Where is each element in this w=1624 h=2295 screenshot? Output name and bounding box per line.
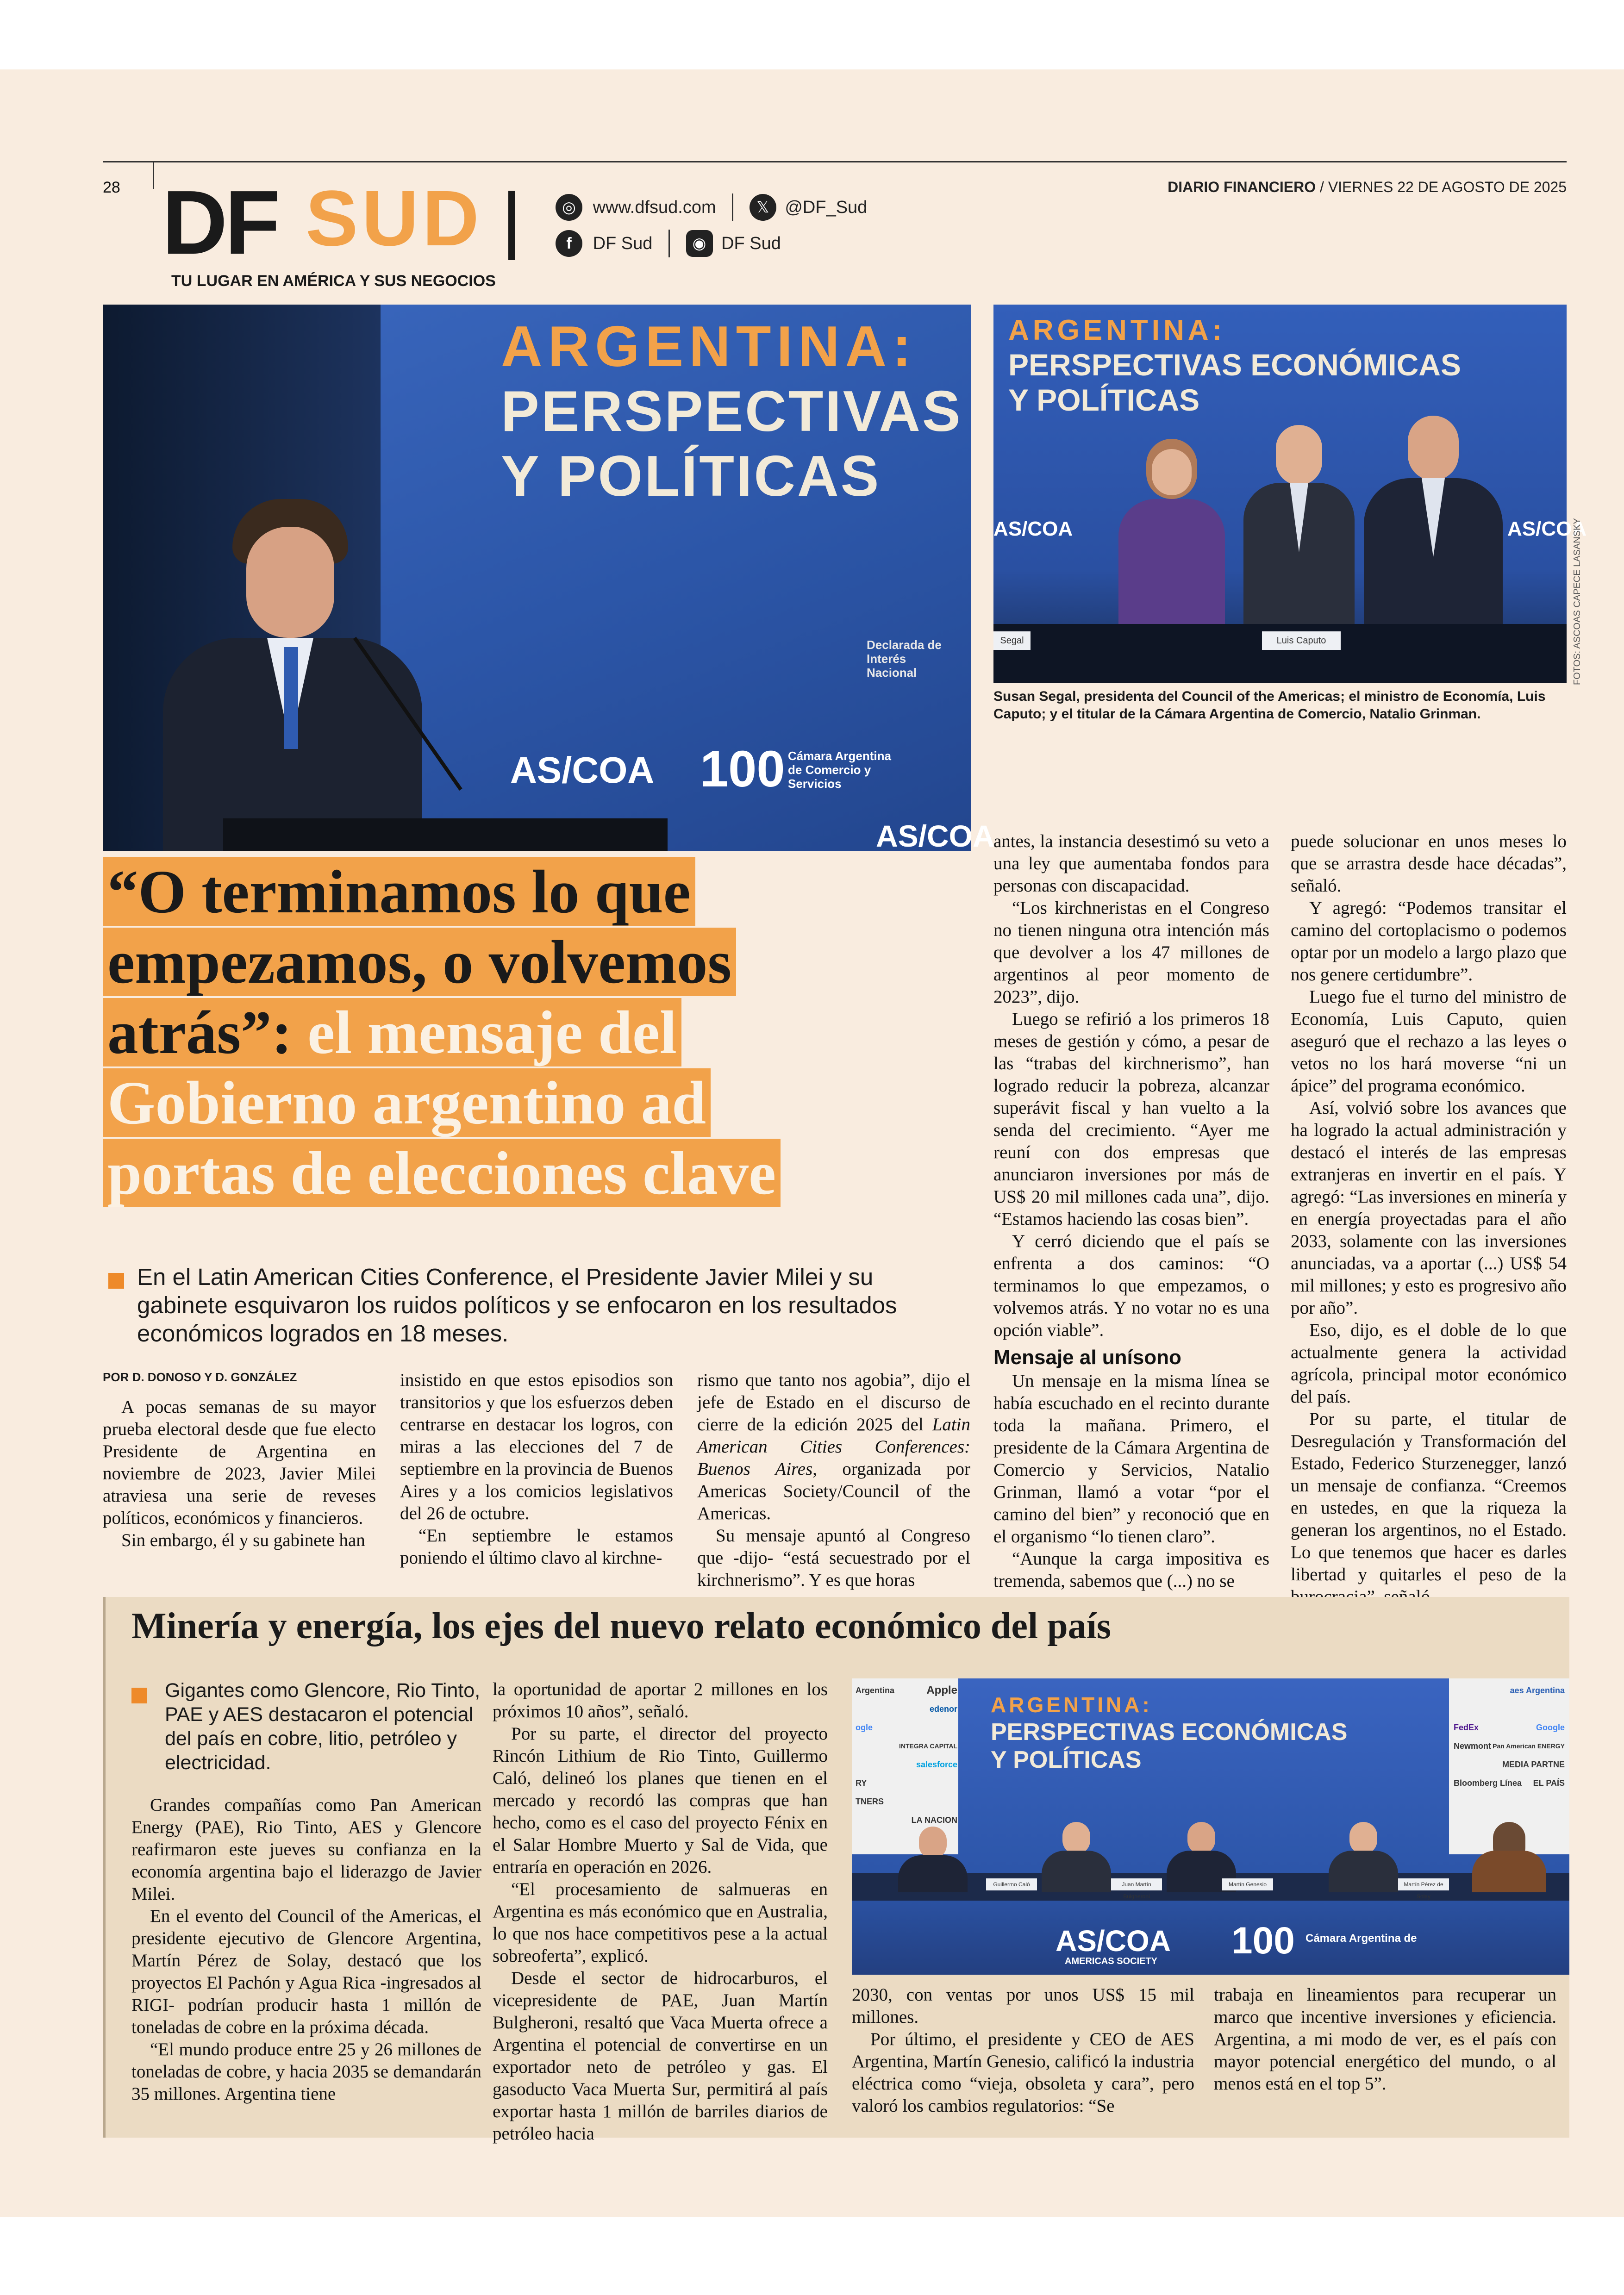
box-nameplate-1: Guillermo Caló bbox=[986, 1878, 1037, 1890]
article-col5-p3: Luego fue el turno del ministro de Economía, Luis Caputo, quien aseguró que el rechazo a las leyes o vetos no los hará moverse “ni un ápice” del programa económico. bbox=[1291, 987, 1567, 1096]
box-col1-p3: “El mundo produce entre 25 y 26 millones de toneladas de cobre, y hacia 2035 se demandarán 35 millones. Argentina tiene bbox=[131, 2039, 481, 2104]
sponsor-edenor: edenor bbox=[929, 1704, 957, 1714]
box-col2-p4: Desde el sector de hidrocarburos, el vicepresidente de PAE, Juan Martín Bulgheroni, resaltó que Vaca Muerta ofrece a Argentina el potencial de convertirse en un exportador neto de petróleo y gas. El gasoducto Vaca Muerta Sur, permitirá al país exportar hasta 1 millón de barriles diarios de petróleo hacia bbox=[493, 1968, 828, 2144]
logo-sud: SUD bbox=[306, 175, 483, 262]
x-handle-link[interactable]: @DF_Sud bbox=[785, 197, 868, 217]
facebook-icon: f bbox=[556, 230, 582, 257]
article-subhead: Mensaje al unísono bbox=[993, 1346, 1181, 1369]
box-ascoa-sub: AMERICAS SOCIETY bbox=[1065, 1956, 1158, 1966]
main-camara-label: Cámara Argentina de Comercio y Servicios bbox=[788, 749, 891, 791]
box-title: Minería y energía, los ejes del nuevo relato económico del país bbox=[131, 1606, 1111, 1646]
box-col3-p2: Por último, el presidente y CEO de AES Argentina, Martín Genesio, calificó la industria eléctrica como “vieja, obsoleta y cara”, pero valoró los cambios regulatorios: “Se bbox=[852, 2029, 1194, 2116]
panelist-1 bbox=[898, 1827, 968, 1891]
box-col3 bbox=[852, 1984, 1194, 2117]
article-col4-p2: “Los kirchneristas en el Congreso no tienen ninguna otra intención más que devolver a los 47 millones de argentinos al peor momento de 2023”, dijo. bbox=[993, 898, 1269, 1007]
main-banner-line2: PERSPECTIVAS bbox=[501, 380, 962, 443]
box-col2-p1: la oportunidad de aportar 2 millones en los próximos 10 años”, señaló. bbox=[493, 1679, 828, 1721]
box-col4 bbox=[1214, 1984, 1556, 2095]
sponsors-left bbox=[856, 1681, 957, 1829]
sponsor-bloomberg: Bloomberg Línea bbox=[1454, 1778, 1522, 1788]
sponsor-elpais: EL PAÍS bbox=[1533, 1778, 1565, 1788]
declarada-label: Declarada de Interés Nacional bbox=[867, 638, 942, 680]
headline-line3-light: el mensaje del bbox=[292, 998, 677, 1066]
header-tick bbox=[153, 161, 154, 189]
box-col2-p2: Por su parte, el director del proyecto Rincón Lithium de Rio Tinto, Guillermo Caló, delineó los planes que tienen en el mercado y recordó las compras que han hecho, como es el caso del proyecto Fénix en el Salar Hombre Muerto y Sal de Vida, que entraría en operación en 2026. bbox=[493, 1724, 828, 1877]
article-col4-p3: Luego se refirió a los primeros 18 meses de gestión y cómo, a pesar de las “trabas del kirchnerismo”, han logrado reducir la pobreza, alcanzar superávit fiscal y han vuelto a la senda del crecimiento. “Ayer me reuní con dos empresas que anunciaron inversiones por más de US$ 20 mil millones cada una”, dijo. “Estamos haciendo las cosas bien”. bbox=[993, 1009, 1269, 1229]
website-link[interactable]: www.dfsud.com bbox=[593, 197, 716, 217]
side-banner-line2: PERSPECTIVAS ECONÓMICAS bbox=[1008, 348, 1461, 382]
side-banner-line1: ARGENTINA: bbox=[1008, 314, 1226, 346]
article-col4-p1: antes, la instancia desestimó su veto a una ley que aumentaba fondos para personas con discapacidad. bbox=[993, 831, 1269, 896]
article-col3-p1 bbox=[697, 1369, 970, 1525]
logo-df: DF bbox=[162, 172, 278, 273]
headline-line3 bbox=[103, 998, 681, 1066]
box-col3-p1: 2030, con ventas por unos US$ 15 mil millones. bbox=[852, 1985, 1194, 2027]
headline bbox=[103, 856, 978, 1208]
facebook-link[interactable]: DF Sud bbox=[593, 233, 653, 253]
box-banner-line2: PERSPECTIVAS ECONÓMICAS bbox=[991, 1719, 1348, 1746]
panelist-2 bbox=[1042, 1822, 1111, 1891]
page-number: 28 bbox=[103, 179, 120, 196]
byline: POR D. DONOSO Y D. GONZÁLEZ bbox=[103, 1370, 297, 1384]
main-ascoa-logo-2: AS/COA bbox=[876, 819, 995, 853]
sponsor-salesforce: salesforce bbox=[916, 1760, 957, 1769]
sidebar-box bbox=[103, 1597, 1569, 2144]
speaker-tie bbox=[284, 647, 298, 749]
side-ascoa-logo: AS/COA bbox=[993, 518, 1073, 540]
lead-bullet bbox=[108, 1273, 124, 1289]
article-col5-p4: Así, volvió sobre los avances que ha logrado la actual administración y destacó el interés de las empresas extranjeras en invertir en el país. Y agregó: “Las inversiones en minería y en energía proyectadas para el año 2033, solamente con las inversiones anunciadas, va a aportar (...) US$ 54 mil millones; y esto es progresivo año por año”. bbox=[1291, 1098, 1567, 1318]
instagram-icon: ◉ bbox=[686, 230, 713, 257]
box-col2-p3: “El procesamiento de salmueras en Argentina es más económico que en Australia, lo que nos hace competitivos pese a la actual sobreoferta”, explicó. bbox=[493, 1879, 828, 1966]
speaker-figure bbox=[163, 499, 422, 851]
box-ascoa-logo: AS/COA bbox=[1056, 1924, 1171, 1958]
headline-line5: portas de elecciones clave bbox=[103, 1139, 781, 1207]
side-ascoa-logo-2: AS/COA bbox=[1507, 518, 1587, 540]
article-col2-p2: “En septiembre le estamos poniendo el último clavo al kirchne- bbox=[400, 1526, 673, 1568]
main-banner-line3: Y POLÍTICAS bbox=[501, 444, 881, 508]
newspaper-page bbox=[0, 69, 1624, 2217]
box-nameplate-4: Martín Pérez de Solay bbox=[1398, 1878, 1449, 1890]
sponsor-argentina: Argentina bbox=[856, 1686, 895, 1695]
person-grinman bbox=[1364, 416, 1503, 633]
podium bbox=[223, 818, 668, 851]
box-photo bbox=[852, 1678, 1569, 1975]
box-col1-p2: En el evento del Council of the Americas, el presidente ejecutivo de Glencore Argentina, Martín Pérez de Solay, destacó que los proyectos El Pachón y Agua Rica -ingresados al RIGI- podrían producir hasta 1 millón de toneladas de cobre en la próxima década. bbox=[131, 1906, 481, 2037]
panelist-4 bbox=[1329, 1822, 1398, 1891]
instagram-link[interactable]: DF Sud bbox=[721, 233, 781, 253]
headline-line4: Gobierno argentino ad bbox=[103, 1068, 711, 1137]
article-col4-p4: Y cerró diciendo que el país se enfrenta a dos caminos: “O terminamos lo que empezamos, o volvemos atrás. Y no votar no es una opción viable”. bbox=[993, 1231, 1269, 1340]
logo-bracket bbox=[508, 191, 515, 260]
main-hundred-logo: 100 bbox=[700, 741, 785, 798]
article-col1 bbox=[103, 1396, 376, 1552]
box-nameplate-2: Juan Martín Bulgheroni bbox=[1111, 1878, 1162, 1890]
tagline: TU LUGAR EN AMÉRICA Y SUS NEGOCIOS bbox=[171, 272, 496, 290]
box-col2 bbox=[493, 1678, 828, 2145]
sponsor-fedex: FedEx bbox=[1454, 1723, 1479, 1732]
box-hundred-logo: 100 bbox=[1231, 1920, 1295, 1962]
article-col3 bbox=[697, 1369, 970, 1591]
speaker-face bbox=[246, 527, 334, 638]
side-nameplate-left: Segal bbox=[993, 631, 1031, 650]
social-block bbox=[556, 193, 867, 262]
article-col5 bbox=[1291, 830, 1567, 1608]
main-photo bbox=[103, 305, 995, 853]
box-lead: Gigantes como Glencore, Rio Tinto, PAE y AES destacaron el potencial del país en cobre, litio, petróleo y electricidad. bbox=[165, 1679, 481, 1774]
headline-line1: “O terminamos lo que bbox=[103, 857, 695, 926]
side-nameplate-caputo: Luis Caputo bbox=[1262, 631, 1341, 650]
photo-credit: FOTOS: ASCOAS CAPECE LASANSKY bbox=[1572, 518, 1582, 685]
sponsor-pae: Pan American ENERGY bbox=[1493, 1742, 1565, 1750]
article-col4 bbox=[993, 830, 1269, 1592]
dateline bbox=[1111, 179, 1567, 196]
sponsor-google-right: Google bbox=[1536, 1723, 1565, 1732]
headline-line3-dark: atrás”: bbox=[107, 998, 292, 1066]
box-banner-line3: Y POLÍTICAS bbox=[991, 1746, 1142, 1773]
sponsor-aes: aes Argentina bbox=[1510, 1686, 1565, 1695]
sponsor-ry: RY bbox=[856, 1778, 867, 1788]
article-col2-p1: insistido en que estos episodios son transitorios y que los esfuerzos deben centrarse en destacar los logros, con miras a las elecciones del 7 de septiembre en la provincia de Buenos Aires y a los comicios legislativos del 26 de octubre. bbox=[400, 1370, 673, 1523]
article-col5-p5: Eso, dijo, es el doble de lo que actualmente genera la actividad agrícola, principal motor económico del país. bbox=[1291, 1320, 1567, 1407]
article-col4-p5: Un mensaje en la misma línea se había escuchado en el recinto durante toda la mañana. Primero, el presidente de la Cámara Argentina de Comercio y Servicios, Natalio Grinman, llamó a votar “por el camino del bien” y reconoció que en el organismo “lo tienen claro”. bbox=[993, 1371, 1269, 1547]
box-col1-p1: Grandes compañías como Pan American Energy (PAE), Rio Tinto, AES y Glencore reafirmaron este jueves su confianza en la economía argentina bajo el liderazgo de Javier Milei. bbox=[131, 1795, 481, 1904]
sponsors-right bbox=[1454, 1681, 1565, 1792]
box-lead-bullet bbox=[131, 1688, 147, 1703]
article-col3-italic: Latin American Cities Conferences: Buenos Aires bbox=[697, 1415, 970, 1479]
header-rule bbox=[103, 161, 1567, 162]
article-col2 bbox=[400, 1369, 673, 1569]
x-icon: 𝕏 bbox=[750, 194, 776, 221]
article-col1-p1: A pocas semanas de su mayor prueba electoral desde que fue electo Presidente de Argentina en noviembre de 2023, Javier Milei atraviesa una serie de reveses políticos, económicos y financieros. bbox=[103, 1397, 376, 1528]
sponsor-tners: TNERS bbox=[856, 1797, 884, 1806]
article-col3-text-b: , organizada por Americas Society/Council of the Americas. bbox=[697, 1459, 970, 1523]
sponsor-google-left: ogle bbox=[856, 1723, 873, 1732]
article-col4-p6: “Aunque la carga impositiva es tremenda, sabemos que (...) no se bbox=[993, 1549, 1269, 1591]
box-col1 bbox=[131, 1794, 481, 2105]
side-banner-line3: Y POLÍTICAS bbox=[1008, 383, 1200, 417]
article-col1-p2: Sin embargo, él y su gabinete han bbox=[121, 1530, 365, 1550]
sponsor-media: MEDIA PARTNE bbox=[1502, 1760, 1565, 1769]
main-banner-line1: ARGENTINA: bbox=[501, 315, 917, 379]
article-col3-text-a: rismo que tanto nos agobia”, dijo el jefe de Estado en el discurso de cierre de la edición 2025 del bbox=[697, 1370, 970, 1434]
article-col5-p2: Y agregó: “Podemos transitar el camino del cortoplacismo o podemos optar por un modelo a largo plazo que nos genere certidumbre”. bbox=[1291, 898, 1567, 985]
box-col4-p1: trabaja en lineamientos para recuperar un marco que incentive inversiones y eficiencia. Argentina, a mi modo de ver, es el país con mayor potencial energético del mundo, o al menos está en el top 5”. bbox=[1214, 1985, 1556, 2094]
box-camara-label: Cámara Argentina de bbox=[1305, 1932, 1417, 1945]
issue-date: / VIERNES 22 DE AGOSTO DE 2025 bbox=[1316, 179, 1567, 195]
box-banner-line1: ARGENTINA: bbox=[991, 1693, 1152, 1717]
moderator bbox=[1472, 1822, 1546, 1891]
sponsor-apple: Apple bbox=[926, 1684, 957, 1696]
article-col3-p2: Su mensaje apuntó al Congreso que -dijo- “está secuestrado por el kirchnerismo”. Y es que horas bbox=[697, 1526, 970, 1590]
sponsor-lanacion: LA NACION bbox=[911, 1815, 957, 1825]
main-ascoa-logo: AS/COA bbox=[510, 749, 655, 791]
article-col5-p6: Por su parte, el titular de Desregulación y Transformación del Estado, Federico Sturzenegger, lanzó un mensaje de confianza. “Creemos en ustedes, en que la riqueza la generan los argentinos, no el Estado. Lo que tenemos que hacer es darles libertad y quitarles el peso de la bbox=[1291, 1409, 1567, 1584]
person-segal bbox=[1118, 439, 1225, 633]
person-caputo bbox=[1243, 425, 1355, 633]
globe-icon: ◎ bbox=[556, 194, 582, 221]
headline-line2: empezamos, o volvemos bbox=[103, 928, 736, 996]
box-nameplate-3: Martín Genesio bbox=[1222, 1878, 1273, 1890]
article-lead: En el Latin American Cities Conference, el Presidente Javier Milei y su gabinete esquivaron los ruidos políticos y se enfocaron en los resultados económicos logrados en 18 meses. bbox=[137, 1264, 897, 1347]
article-col5-p1: puede solucionar en unos meses lo que se arrastra desde hace décadas”, señaló. bbox=[1291, 831, 1567, 896]
logo bbox=[162, 172, 523, 273]
side-photo-caption: Susan Segal, presidenta del Council of the Americas; el ministro de Economía, Luis Caputo; y el titular de la Cámara Argentina de Comercio, Natalio Grinman. bbox=[993, 689, 1546, 722]
publication-name: DIARIO FINANCIERO bbox=[1168, 179, 1316, 195]
sponsor-newmont: Newmont bbox=[1454, 1741, 1491, 1751]
sponsor-integra: INTEGRA CAPITAL bbox=[899, 1742, 957, 1750]
